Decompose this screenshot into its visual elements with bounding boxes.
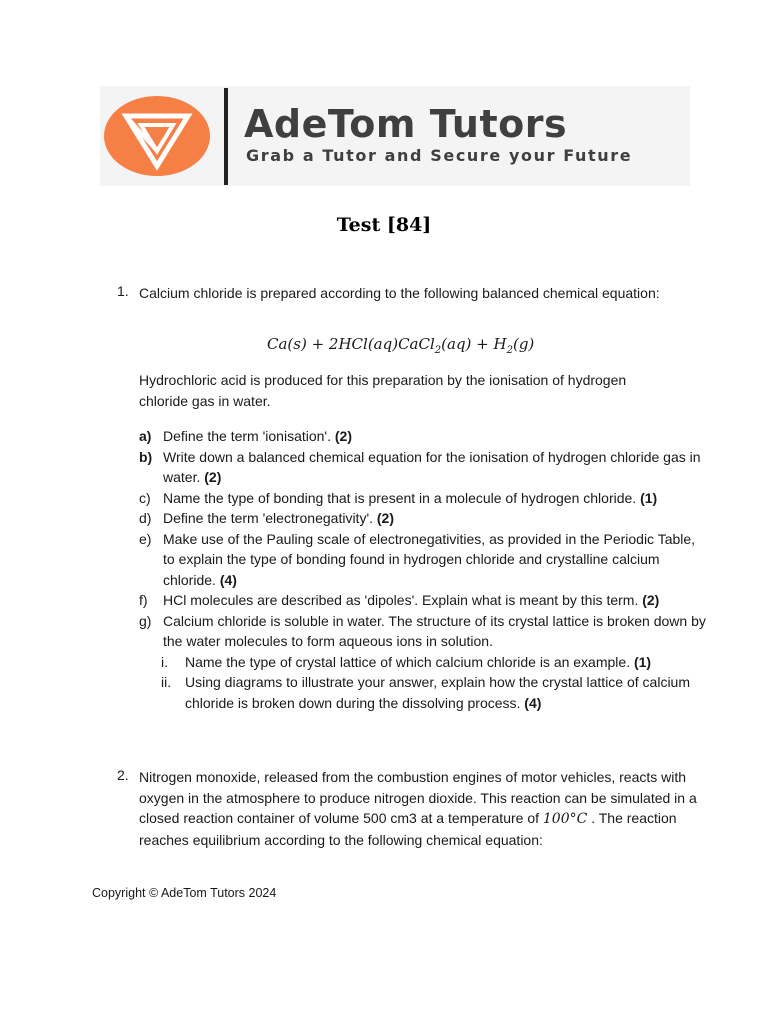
list-item: e) Make use of the Pauling scale of electronegativities, as provided in the Periodic Table, to explain the type of bonding found in hydrogen chloride and crystalline calcium chloride. (4): [139, 530, 696, 588]
question-1-context: Hydrochloric acid is produced for this preparation by the ionisation of hydrogen chloride gas in water.: [139, 372, 627, 409]
brand-tagline: Grab a Tutor and Secure your Future: [246, 146, 633, 165]
list-item: b) Write down a balanced chemical equation for the ionisation of hydrogen chloride gas in water. (2): [139, 448, 701, 485]
list-item: a) Define the term 'ionisation'. (2): [139, 428, 353, 444]
question-1-equation: Ca(s) + 2HCl(aq)CaCl$_2$(aq) + $H_2(g)$: [267, 335, 535, 356]
header-banner: [100, 86, 690, 186]
question-2-text: Nitrogen monoxide, released from the combustion engines of motor vehicles, reacts with oxygen in the atmosphere to produce nitrogen dioxide. This reaction can be simulated in a closed reaction container of volume 500 cm3 at a temperature of 100°C . The reaction reaches equilibrium according to the following chemical equation:: [139, 769, 697, 848]
logo-divider: [224, 88, 228, 185]
test-title: Test [84]: [336, 214, 432, 236]
question-1-subquestions: [139, 426, 709, 713]
question-1-intro: Calcium chloride is prepared according to the following balanced chemical equation:: [139, 285, 660, 301]
question-1-number: 1.: [117, 283, 129, 299]
list-item: f) HCl molecules are described as 'dipoles'. Explain what is meant by this term. (2): [139, 592, 660, 608]
brand-name: AdeTom Tutors: [244, 102, 568, 146]
list-item: g) Calcium chloride is soluble in water. The structure of its crystal lattice is broken down by the water molecules to form aqueous ions in solution.: [139, 612, 706, 649]
triangle-logo-icon: [104, 96, 210, 176]
list-item: ii. Using diagrams to illustrate your answer, explain how the crystal lattice of calcium chloride is broken down during the dissolving process. (4): [161, 674, 690, 711]
list-item: d) Define the term 'electronegativity'. (2): [139, 510, 395, 526]
list-item: i. Name the type of crystal lattice of which calcium chloride is an example. (1): [161, 653, 652, 670]
list-item: c) Name the type of bonding that is present in a molecule of hydrogen chloride. (1): [139, 489, 658, 506]
copyright-notice: Copyright © AdeTom Tutors 2024: [92, 886, 277, 900]
question-2-number: 2.: [117, 767, 129, 783]
